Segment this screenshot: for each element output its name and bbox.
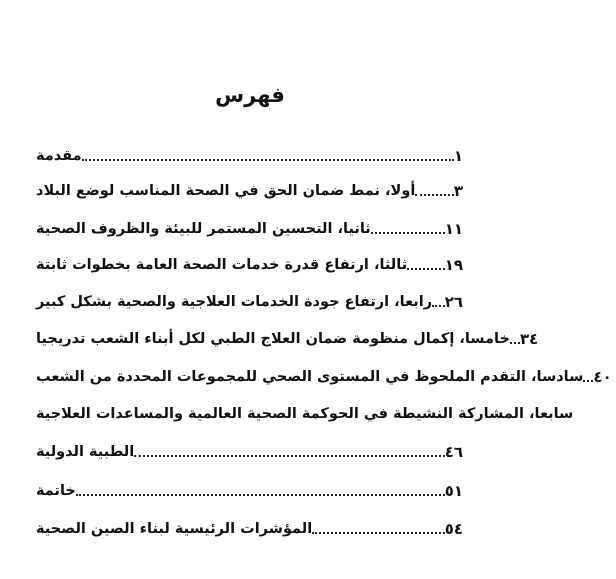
toc-dot-leader — [407, 268, 445, 270]
toc-entry-text: مقدمة — [36, 148, 82, 164]
toc-entry-text: سادسا، التقدم الملحوظ في المستوى الصحي للمجموعات المحددة من الشعب — [36, 369, 584, 385]
toc-dot-leader — [510, 342, 520, 344]
toc-entry-page: ٢٦ — [444, 293, 463, 311]
toc-dot-leader — [82, 159, 454, 161]
toc-entry-text: خامسا، إكمال منظومة ضمان العلاج الطبي لكل أبناء الشعب تدريجيا — [36, 331, 510, 347]
toc-entry-text: خاتمة — [36, 483, 76, 499]
toc-entry — [34, 515, 467, 539]
toc-dot-leader — [583, 380, 593, 382]
toc-dot-leader — [432, 305, 445, 307]
toc-entry — [34, 363, 612, 387]
toc-entry — [34, 400, 574, 424]
toc-entry-page: ١١ — [444, 220, 463, 238]
toc-entry-page: ٣ — [453, 182, 463, 200]
toc-entry-page: ٥٤ — [444, 520, 463, 538]
toc-entry-text: المؤشرات الرئيسية لبناء الصين الصحية — [36, 521, 313, 537]
toc-entry — [34, 477, 467, 501]
toc-entry-page: ١٩ — [444, 256, 463, 274]
toc-entry-text: ثالثا، ارتفاع قدرة خدمات الصحة العامة بخطوات ثابتة — [36, 257, 408, 273]
toc-entry-text: الطبية الدولية — [36, 444, 135, 460]
toc-entry — [34, 251, 467, 275]
toc-entry — [34, 142, 467, 166]
toc-dot-leader — [415, 194, 454, 196]
toc-entry — [34, 438, 467, 462]
toc-entry-text: ثانيا، التحسين المستمر للبيئة والظروف الصحية — [36, 221, 371, 237]
toc-dot-leader — [312, 532, 445, 534]
toc-entry — [34, 288, 467, 312]
toc-entry — [34, 325, 539, 349]
toc-dot-leader — [76, 494, 445, 496]
toc-entry-page: ٥١ — [444, 482, 463, 500]
toc-entry-page: ١ — [453, 147, 463, 165]
toc-entry-page: ٤٠ — [593, 368, 612, 386]
toc-entry-page: ٤٦ — [444, 443, 463, 461]
toc-dot-leader — [371, 232, 445, 234]
toc-entry — [34, 177, 467, 201]
toc-entry-text: رابعا، ارتفاع جودة الخدمات العلاجية والصحية بشكل كبير — [36, 294, 433, 310]
toc-entry-page: ٣٤ — [519, 330, 539, 348]
page-title: فهرس — [215, 83, 285, 107]
toc-entry — [34, 215, 467, 239]
toc-entry-text: سابعا، المشاركة النشيطة في الحوكمة الصحية العالمية والمساعدات العلاجية — [36, 406, 574, 422]
toc-dot-leader — [134, 455, 445, 457]
toc-entry-text: أولا، نمط ضمان الحق في الصحة المناسب لوضع البلاد — [36, 183, 416, 199]
